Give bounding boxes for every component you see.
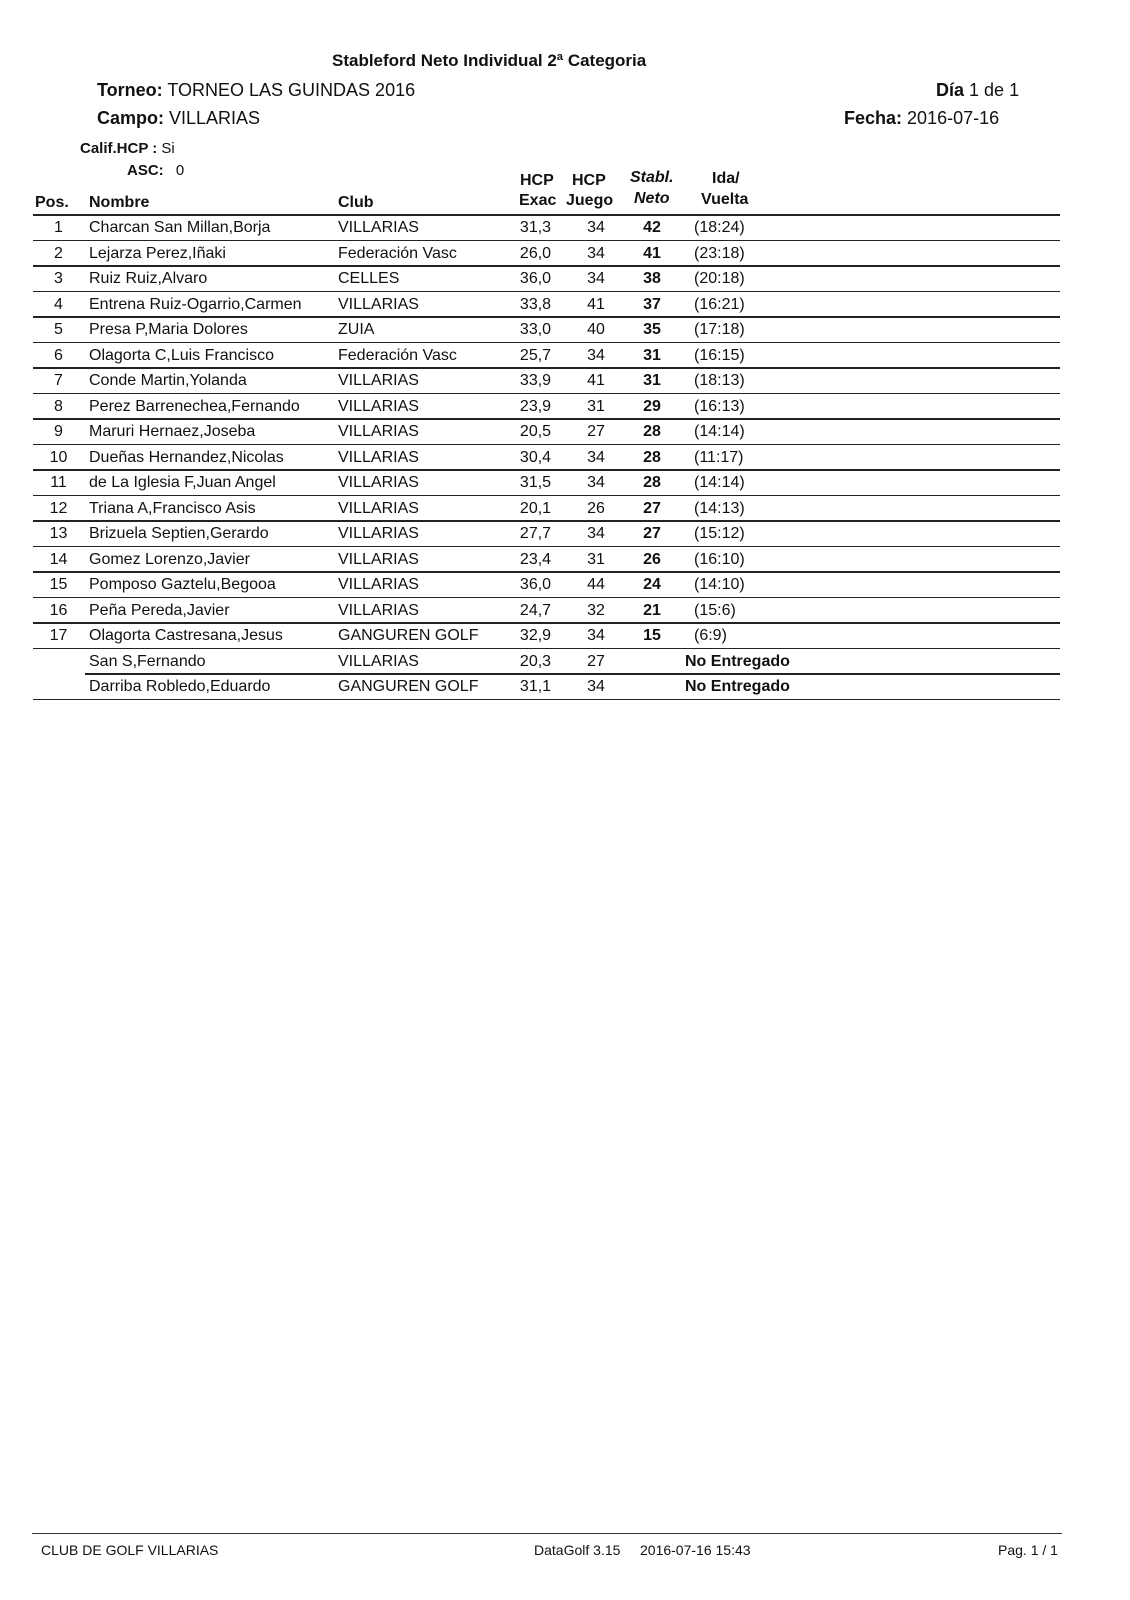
cell-hcp-juego: 44: [587, 576, 605, 593]
col-nombre-header: Nombre: [89, 194, 150, 211]
cell-hcp-exac: 33,8: [519, 295, 552, 313]
cell-pos: 15: [49, 576, 68, 593]
report-title: Stableford Neto Individual 2ª Categoria: [332, 51, 647, 70]
cell-hcp-juego: 34: [587, 448, 605, 466]
cell-hcp-juego: 34: [587, 525, 605, 542]
table-row: [0, 573, 1130, 598]
footer-software: DataGolf 3.15: [534, 1542, 621, 1558]
results-table: [0, 0, 1130, 720]
cell-stabl-neto: 21: [643, 601, 661, 619]
table-row: [0, 216, 1130, 241]
cell-club: VILLARIAS: [338, 295, 419, 313]
cell-nombre: Presa P,Maria Dolores: [89, 321, 248, 338]
cell-hcp-juego: 41: [587, 372, 605, 389]
cell-pos: 4: [54, 295, 63, 313]
table-row: [0, 395, 1130, 420]
cell-ida-vuelta: (15:12): [694, 525, 745, 542]
cell-hcp-juego: 27: [587, 652, 605, 670]
cell-hcp-exac: 36,0: [519, 270, 552, 287]
cell-stabl-neto: 42: [643, 219, 661, 236]
cell-nombre: San S,Fernando: [89, 652, 206, 670]
cell-hcp-juego: 34: [587, 474, 605, 491]
cell-ida-vuelta: (11:17): [694, 448, 744, 466]
asc-label: ASC:: [127, 162, 164, 179]
cell-club: Federación Vasc: [338, 244, 457, 262]
table-row: [0, 344, 1130, 369]
table-row: [0, 242, 1130, 267]
cell-nombre: Triana A,Francisco Asis: [89, 499, 256, 517]
cell-ida-vuelta: No Entregado: [685, 652, 790, 670]
cell-pos: 7: [54, 372, 63, 389]
cell-club: VILLARIAS: [338, 576, 419, 593]
cell-hcp-exac: 25,7: [519, 346, 552, 364]
cell-ida-vuelta: No Entregado: [685, 678, 790, 695]
cell-pos: 14: [49, 550, 68, 568]
cell-pos: 3: [54, 270, 63, 287]
cell-pos: 10: [49, 448, 68, 466]
col-pos-header: Pos.: [35, 194, 69, 211]
cell-nombre: Gomez Lorenzo,Javier: [89, 550, 250, 568]
cell-hcp-exac: 23,4: [519, 550, 552, 568]
cell-pos: 12: [49, 499, 68, 517]
cell-pos: 1: [54, 219, 63, 236]
cell-stabl-neto: 31: [643, 346, 661, 364]
cell-club: VILLARIAS: [338, 474, 419, 491]
table-row: [0, 522, 1130, 547]
cell-stabl-neto: 31: [643, 372, 661, 389]
cell-stabl-neto: 26: [643, 550, 661, 568]
campo-label: Campo:: [97, 108, 164, 128]
table-row: [0, 675, 1130, 700]
cell-hcp-juego: 34: [587, 244, 605, 262]
cell-hcp-exac: 36,0: [519, 576, 552, 593]
cell-club: VILLARIAS: [338, 372, 419, 389]
col-vuelta-header-1: Ida/: [712, 170, 740, 187]
table-row: [0, 369, 1130, 394]
dia-value: 1 de 1: [969, 80, 1020, 100]
cell-stabl-neto: 28: [643, 448, 661, 466]
cell-pos: 13: [49, 525, 68, 542]
cell-club: GANGUREN GOLF: [338, 627, 479, 644]
cell-ida-vuelta: (6:9): [694, 627, 727, 644]
footer-club: CLUB DE GOLF VILLARIAS: [41, 1542, 219, 1558]
col-hcp-exac-header-1: HCP: [520, 172, 554, 189]
cell-club: VILLARIAS: [338, 525, 419, 542]
cell-ida-vuelta: (14:14): [694, 423, 745, 440]
cell-pos: 16: [49, 601, 68, 619]
cell-hcp-exac: 31,1: [519, 678, 552, 695]
cell-stabl-neto: 24: [643, 576, 661, 593]
cell-ida-vuelta: (14:13): [694, 499, 745, 517]
cell-hcp-exac: 24,7: [519, 601, 552, 619]
col-vuelta-header-2: Vuelta: [701, 191, 749, 208]
cell-club: VILLARIAS: [338, 499, 419, 517]
footer-page: Pag. 1 / 1: [998, 1542, 1058, 1558]
cell-stabl-neto: 35: [643, 321, 661, 338]
col-hcp-juego-header-2: Juego: [566, 192, 614, 209]
cell-club: VILLARIAS: [338, 601, 419, 619]
col-stabl-header-2: Neto: [634, 190, 670, 207]
cell-nombre: Lejarza Perez,Iñaki: [89, 244, 226, 262]
cell-pos: 9: [54, 423, 63, 440]
cell-hcp-exac: 32,9: [519, 627, 552, 644]
cell-ida-vuelta: (16:13): [694, 397, 745, 415]
cell-nombre: Darriba Robledo,Eduardo: [89, 678, 271, 695]
cell-stabl-neto: 27: [643, 525, 661, 542]
table-row: [0, 420, 1130, 445]
cell-ida-vuelta: (15:6): [694, 601, 736, 619]
cell-pos: 5: [54, 321, 63, 338]
cell-ida-vuelta: (14:10): [694, 576, 745, 593]
cell-hcp-exac: 26,0: [519, 244, 552, 262]
torneo-value: TORNEO LAS GUINDAS 2016: [167, 80, 416, 100]
cell-club: GANGUREN GOLF: [338, 678, 479, 695]
footer-timestamp: 2016-07-16 15:43: [640, 1542, 751, 1558]
cell-nombre: Pomposo Gaztelu,Begooa: [89, 576, 276, 593]
cell-club: VILLARIAS: [338, 652, 419, 670]
cell-ida-vuelta: (14:14): [694, 474, 745, 491]
cell-pos: 17: [49, 627, 68, 644]
cell-hcp-juego: 41: [587, 295, 605, 313]
cell-nombre: Ruiz Ruiz,Alvaro: [89, 270, 208, 287]
cell-nombre: Olagorta C,Luis Francisco: [89, 346, 274, 364]
cell-hcp-juego: 40: [587, 321, 605, 338]
cell-hcp-exac: 31,3: [519, 219, 552, 236]
fecha-label: Fecha:: [844, 108, 903, 128]
campo-value: VILLARIAS: [169, 108, 261, 128]
cell-hcp-exac: 23,9: [519, 397, 552, 415]
cell-club: VILLARIAS: [338, 219, 419, 236]
cell-nombre: Olagorta Castresana,Jesus: [89, 627, 283, 644]
cell-hcp-exac: 20,1: [519, 499, 552, 517]
calif-value: Si: [161, 140, 175, 157]
table-row: [0, 599, 1130, 624]
cell-club: CELLES: [338, 270, 400, 287]
table-row: [0, 267, 1130, 292]
cell-hcp-juego: 34: [587, 627, 605, 644]
col-club-header: Club: [338, 194, 374, 211]
table-row: [0, 471, 1130, 496]
cell-pos: 11: [50, 474, 67, 491]
table-row: [0, 446, 1130, 471]
cell-club: VILLARIAS: [338, 448, 419, 466]
cell-nombre: Entrena Ruiz-Ogarrio,Carmen: [89, 295, 302, 313]
table-row: [0, 548, 1130, 573]
cell-club: ZUIA: [338, 321, 375, 338]
dia-label: Día: [936, 80, 965, 100]
cell-stabl-neto: 28: [643, 474, 661, 491]
cell-ida-vuelta: (16:21): [694, 295, 745, 313]
asc-value: 0: [175, 162, 185, 179]
cell-stabl-neto: 37: [643, 295, 661, 313]
col-hcp-juego-header-1: HCP: [572, 172, 606, 189]
cell-club: VILLARIAS: [338, 550, 419, 568]
cell-hcp-juego: 34: [587, 678, 605, 695]
cell-hcp-exac: 33,9: [519, 372, 552, 389]
cell-nombre: Charcan San Millan,Borja: [89, 219, 271, 236]
cell-club: Federación Vasc: [338, 346, 457, 364]
cell-nombre: Dueñas Hernandez,Nicolas: [89, 448, 284, 466]
cell-ida-vuelta: (18:13): [694, 372, 745, 389]
cell-stabl-neto: 41: [643, 244, 661, 262]
torneo-label: Torneo:: [97, 80, 163, 100]
cell-nombre: Maruri Hernaez,Joseba: [89, 423, 256, 440]
cell-nombre: de La Iglesia F,Juan Angel: [89, 474, 276, 491]
row-rule: [33, 699, 1060, 700]
cell-hcp-exac: 30,4: [519, 448, 552, 466]
cell-ida-vuelta: (18:24): [694, 219, 745, 236]
cell-nombre: Conde Martin,Yolanda: [89, 372, 247, 389]
cell-pos: 2: [54, 244, 63, 262]
cell-ida-vuelta: (17:18): [694, 321, 745, 338]
table-row: [0, 624, 1130, 649]
col-stabl-header-1: Stabl.: [630, 169, 674, 186]
cell-stabl-neto: 38: [643, 270, 661, 287]
cell-stabl-neto: 27: [643, 499, 661, 517]
fecha-value: 2016-07-16: [907, 108, 1000, 128]
cell-ida-vuelta: (23:18): [694, 244, 745, 262]
cell-hcp-juego: 32: [587, 601, 605, 619]
calif-label: Calif.HCP :: [80, 140, 158, 157]
table-row: [0, 318, 1130, 343]
cell-ida-vuelta: (20:18): [694, 270, 745, 287]
cell-ida-vuelta: (16:15): [694, 346, 745, 364]
cell-hcp-exac: 27,7: [519, 525, 552, 542]
cell-hcp-juego: 27: [587, 423, 605, 440]
cell-stabl-neto: 29: [643, 397, 661, 415]
cell-hcp-exac: 20,5: [519, 423, 552, 440]
cell-hcp-juego: 26: [587, 499, 605, 517]
footer-rule: [32, 1533, 1062, 1534]
cell-stabl-neto: 28: [643, 423, 661, 440]
cell-pos: 6: [54, 346, 63, 364]
cell-ida-vuelta: (16:10): [694, 550, 745, 568]
cell-nombre: Brizuela Septien,Gerardo: [89, 525, 269, 542]
cell-club: VILLARIAS: [338, 397, 419, 415]
table-row: [0, 650, 1130, 675]
cell-hcp-juego: 31: [587, 550, 605, 568]
cell-club: VILLARIAS: [338, 423, 419, 440]
cell-hcp-juego: 34: [587, 346, 605, 364]
cell-hcp-juego: 34: [587, 219, 605, 236]
cell-hcp-exac: 31,5: [519, 474, 552, 491]
cell-nombre: Perez Barrenechea,Fernando: [89, 397, 300, 415]
col-hcp-exac-header-2: Exac: [519, 192, 557, 209]
cell-stabl-neto: 15: [643, 627, 661, 644]
table-row: [0, 497, 1130, 522]
table-row: [0, 293, 1130, 318]
cell-pos: 8: [54, 397, 63, 415]
cell-hcp-exac: 33,0: [519, 321, 552, 338]
cell-hcp-juego: 34: [587, 270, 605, 287]
cell-hcp-juego: 31: [587, 397, 605, 415]
cell-hcp-exac: 20,3: [519, 652, 552, 670]
cell-nombre: Peña Pereda,Javier: [89, 601, 230, 619]
